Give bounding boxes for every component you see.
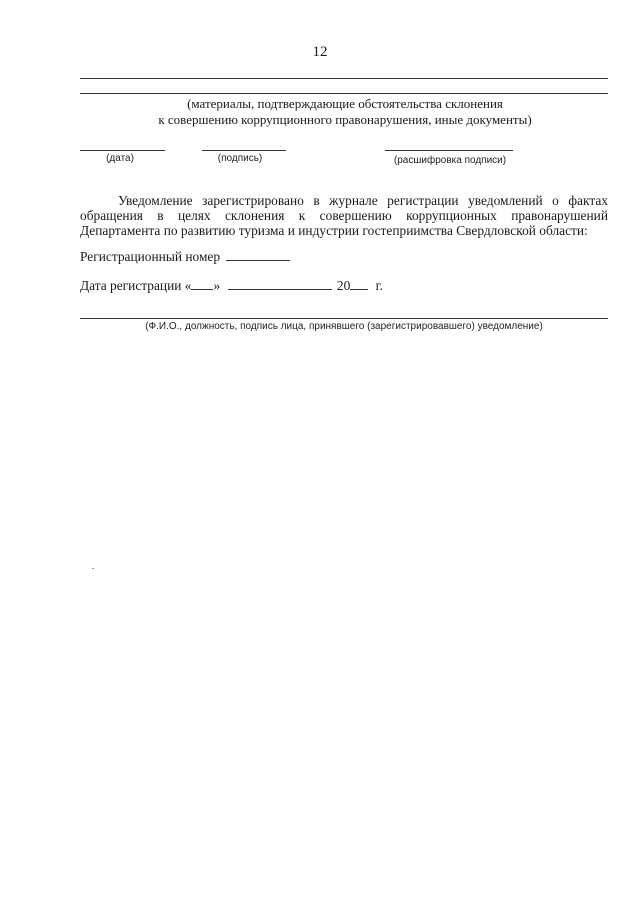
date-line <box>80 150 165 151</box>
year-blank <box>350 277 368 290</box>
registration-notice: Уведомление зарегистрировано в журнале регистрации уведомлений о фактах обращения в целях склонения к совершению коррупционных правонарушений Департамента по развитию туризма и индустрии гостеприимства Свердловской области: <box>80 193 608 238</box>
materials-caption-line-2: к совершению коррупционного правонарушения, иные документы) <box>158 112 532 127</box>
page-number: 12 <box>312 44 328 60</box>
registration-number-row <box>80 248 290 265</box>
materials-caption-line-1: (материалы, подтверждающие обстоятельства склонения <box>187 96 503 111</box>
decoding-line <box>385 150 513 151</box>
signature-line <box>202 150 286 151</box>
date-quote-close: » <box>213 278 221 293</box>
signature-caption: (подпись) <box>217 153 263 164</box>
month-blank <box>228 277 332 290</box>
scan-speck <box>92 568 94 569</box>
day-blank <box>191 277 213 290</box>
decoding-caption: (расшифровка подписи) <box>393 155 507 166</box>
year-suffix: г. <box>375 278 383 293</box>
registration-number-label: Регистрационный номер <box>80 249 221 264</box>
blank-line-2 <box>80 93 608 94</box>
date-caption: (дата) <box>106 153 134 164</box>
registration-number-blank <box>226 248 290 261</box>
registration-date-row <box>80 277 383 294</box>
year-prefix: 20 <box>336 278 351 293</box>
registrar-caption: (Ф.И.О., должность, подпись лица, принявшего (зарегистрировавшего) уведомление) <box>145 321 543 332</box>
registration-date-label: Дата регистрации « <box>80 278 192 293</box>
blank-line-1 <box>80 78 608 79</box>
registrar-line <box>80 318 608 319</box>
